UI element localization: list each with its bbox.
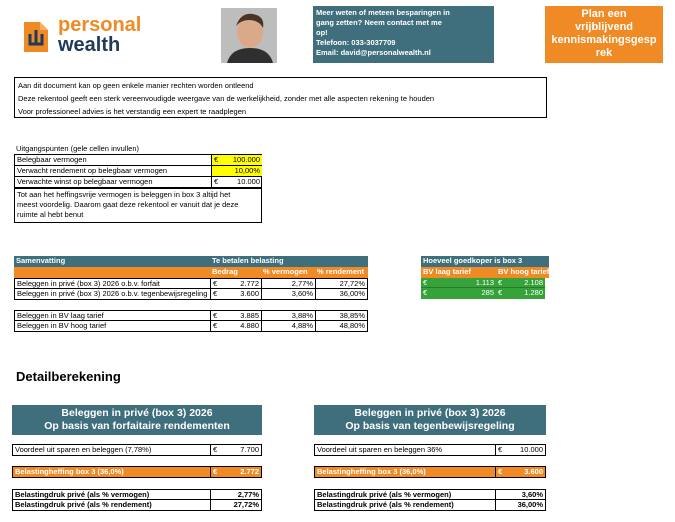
summary-row1-label: Beleggen in privé (box 3) 2026 o.b.v. forfait <box>15 279 210 289</box>
summary-row2-label: Beleggen in privé (box 3) 2026 o.b.v. tegenbewijsregeling <box>17 289 208 298</box>
cheaper-row2-v1: 285 <box>431 288 496 299</box>
input-value-profit: 10.000 <box>237 177 260 186</box>
bv-row2-unit: € <box>210 321 220 331</box>
detail-right-burden-wealth-label: Belastingdruk privé (als % vermogen) <box>315 490 495 500</box>
summary-header-left: Samenvatting <box>14 256 210 267</box>
detail-left-benefit-value: 7.700 <box>240 445 259 454</box>
cheaper-row1-v2: 2.108 <box>506 278 545 288</box>
detail-left-head1: Beleggen in privé (box 3) 2026 <box>61 407 213 419</box>
inputs-table <box>14 154 262 188</box>
cheaper-title: Hoeveel goedkoper is box 3 <box>421 256 549 267</box>
cheaper-row2-unit1: € <box>421 288 431 299</box>
detail-left-benefit <box>12 444 262 456</box>
cta-line3: kennismakingsgesp <box>551 34 657 46</box>
detail-left-burden-return-label: Belastingdruk privé (als % rendement) <box>15 500 152 509</box>
detail-right-tax-label: Belastingheffing box 3 (36,0%) <box>317 467 426 476</box>
detail-right-benefit-unit: € <box>495 445 505 455</box>
bv-row1-amount: 3.885 <box>220 311 261 321</box>
summary-header-blank <box>14 267 210 278</box>
detail-title: Detailberekening <box>16 369 121 384</box>
summary-bv-box <box>14 310 368 332</box>
input-value-wealth[interactable]: 100.000 <box>221 155 262 166</box>
summary-box <box>14 278 368 300</box>
contact-box <box>313 6 494 63</box>
detail-right-tax-unit: € <box>495 467 505 477</box>
detail-left-tax-label: Belastingheffing box 3 (36,0%) <box>15 467 124 476</box>
bv-row2-pct-wealth: 4,88% <box>261 321 315 331</box>
summary-row1-pct-wealth: 2,77% <box>261 279 315 289</box>
detail-right-head2: Op basis van tegenbewijsregeling <box>345 420 515 432</box>
bv-row1-pct-wealth: 3,88% <box>261 311 315 321</box>
input-label-wealth: Belegbaar vermogen <box>15 155 211 166</box>
summary-col-pct-return: % rendement <box>315 267 368 278</box>
input-label-profit: Verwachte winst op belegbaar vermogen <box>17 177 153 186</box>
detail-left-burden-return-value: 27,72% <box>210 500 261 510</box>
inputs-note <box>14 188 262 223</box>
cheaper-row2-v2: 1.280 <box>506 288 545 299</box>
detail-right-burden-return-value: 36,00% <box>495 500 545 510</box>
cta-line4: rek <box>595 47 613 59</box>
summary-table <box>14 256 368 300</box>
bv-row2-label: Beleggen in BV hoog tarief <box>17 321 107 330</box>
detail-left-tax-unit: € <box>210 467 220 477</box>
detail-right-burden-wealth-value: 3,60% <box>495 490 545 500</box>
inputs-title: Uitgangspunten (gele cellen invullen) <box>16 144 139 153</box>
logo-line1: personal <box>58 14 142 36</box>
note-line1: Tot aan het heffingsvrije vermogen is beleggen in box 3 altijd het <box>17 190 231 199</box>
detail-left-burden <box>12 489 262 511</box>
summary-row1-pct-return: 27,72% <box>315 279 367 289</box>
cheaper-col1: BV laag tarief <box>421 267 496 278</box>
detail-right-benefit <box>314 444 546 456</box>
contact-line3: op! <box>316 28 328 37</box>
detail-right-tax-value: 3.600 <box>524 467 543 476</box>
detail-left-burden-wealth-label: Belastingdruk privé (als % vermogen) <box>13 490 210 500</box>
summary-col-pct-wealth: % vermogen <box>261 267 315 278</box>
input-unit-wealth: € <box>211 155 221 166</box>
detail-right-benefit-label: Voordeel uit sparen en beleggen 36% <box>317 445 443 454</box>
detail-left-tax-value: 2.772 <box>240 467 259 476</box>
summary-row2-unit: € <box>210 289 220 299</box>
cta-line2: vrijblijvend <box>574 21 634 33</box>
disclaimer-line2: Deze rekentool geeft een sterk vereenvoudigde weergave van de werkelijkheid, zonder met alle aspecten rekening te houden <box>18 94 435 103</box>
bv-row1-label: Beleggen in BV laag tarief <box>15 311 210 321</box>
bv-row1-unit: € <box>210 311 220 321</box>
profile-photo <box>221 8 277 63</box>
detail-left-head2: Op basis van forfaitaire rendementen <box>44 420 230 432</box>
detail-right-head1: Beleggen in privé (box 3) 2026 <box>354 407 506 419</box>
logo-line2: wealth <box>58 34 121 56</box>
bv-row2-amount: 4.880 <box>240 321 259 330</box>
detail-left-header <box>12 405 262 435</box>
bv-row2-pct-return: 48,80% <box>315 321 367 331</box>
cheaper-table <box>421 256 549 300</box>
input-unit-return <box>211 166 221 177</box>
bv-row1-pct-return: 38,85% <box>315 311 367 321</box>
detail-right-header <box>314 405 546 435</box>
cheaper-row2-unit2: € <box>496 288 506 299</box>
summary-row2-pct-wealth: 3,60% <box>261 289 315 299</box>
detail-left-benefit-unit: € <box>210 445 220 455</box>
cheaper-row1-unit2: € <box>496 278 506 288</box>
cta-line1: Plan een <box>581 8 627 20</box>
summary-row1-amount: 2.772 <box>220 279 261 289</box>
input-label-return: Verwacht rendement op belegbaar vermogen <box>15 166 211 177</box>
summary-row2-amount: 3.600 <box>240 289 259 298</box>
note-line3: ruimte al hebt benut <box>17 210 84 219</box>
summary-row1-unit: € <box>210 279 220 289</box>
contact-phone: Telefoon: 033-3037709 <box>316 38 396 47</box>
summary-col-amount: Bedrag <box>210 267 261 278</box>
detail-left-burden-wealth-value: 2,77% <box>210 490 261 500</box>
detail-left-benefit-label: Voordeel uit sparen en beleggen (7,78%) <box>15 445 152 454</box>
detail-right-burden-return-label: Belastingdruk privé (als % rendement) <box>317 500 454 509</box>
contact-email[interactable]: Email: david@personalwealth.nl <box>316 48 431 57</box>
cheaper-row1-v1: 1.113 <box>431 278 496 288</box>
detail-right-benefit-value: 10.000 <box>520 445 543 454</box>
input-unit-profit: € <box>211 177 221 188</box>
logo <box>20 14 150 62</box>
input-value-return[interactable]: 10,00% <box>221 166 262 177</box>
disclaimer-line1: Aan dit document kan op geen enkele manier rechten worden ontleend <box>18 81 254 90</box>
cheaper-col2: BV hoog tarief <box>496 267 549 278</box>
plan-meeting-button[interactable] <box>545 6 663 63</box>
detail-right-tax <box>314 466 546 478</box>
contact-line1: Meer weten of meteen besparingen in <box>316 8 450 17</box>
detail-left-tax <box>12 466 262 478</box>
disclaimer-box <box>14 77 547 118</box>
summary-row2-pct-return: 36,00% <box>315 289 367 299</box>
cheaper-row1-unit1: € <box>421 278 431 288</box>
logo-icon <box>20 20 50 54</box>
note-line2: meest voordelig. Daarom gaat deze rekentool er vanuit dat je deze <box>17 200 239 209</box>
summary-header-right: Te betalen belasting <box>210 256 368 267</box>
detail-right-burden <box>314 489 546 511</box>
contact-line2: gang zetten? Neem contact met me <box>316 18 442 27</box>
disclaimer-line3: Voor professioneel advies is het verstandig een expert te raadplegen <box>18 107 247 116</box>
